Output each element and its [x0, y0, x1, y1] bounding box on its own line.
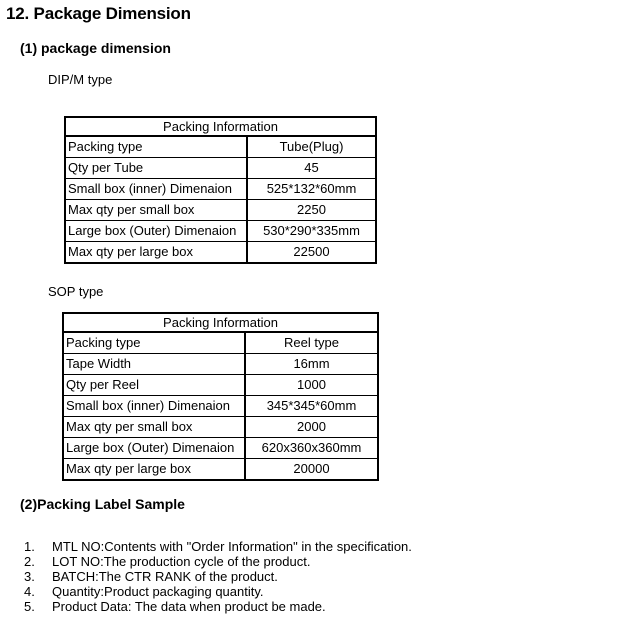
table-value: 16mm — [245, 354, 378, 375]
table-value: 2250 — [247, 200, 376, 221]
list-item — [24, 554, 412, 569]
list-item — [24, 569, 412, 584]
table-key: Max qty per large box — [63, 459, 245, 481]
table-key: Tape Width — [63, 354, 245, 375]
list-text: LOT NO:The production cycle of the product. — [52, 554, 311, 569]
table-key: Qty per Reel — [63, 375, 245, 396]
sop-packing-table — [62, 312, 379, 481]
sop-type-label: SOP type — [48, 284, 104, 299]
table-value: 20000 — [245, 459, 378, 481]
table-row — [63, 438, 378, 459]
list-text: Product Data: The data when product be made. — [52, 599, 326, 614]
table-value: 22500 — [247, 242, 376, 264]
table-key: Max qty per large box — [65, 242, 247, 264]
list-number: 5. — [24, 599, 35, 614]
list-text: MTL NO:Contents with "Order Information" in the specification. — [52, 539, 412, 554]
table-key: Small box (inner) Dimenaion — [65, 179, 247, 200]
table-row — [63, 396, 378, 417]
table-value: 620x360x360mm — [245, 438, 378, 459]
table-value: Tube(Plug) — [247, 136, 376, 158]
table-header: Packing Information — [63, 313, 378, 332]
table-row — [65, 242, 376, 264]
table-value: 530*290*335mm — [247, 221, 376, 242]
table-row — [63, 459, 378, 481]
table-header: Packing Information — [65, 117, 376, 136]
list-number: 3. — [24, 569, 35, 584]
table-key: Max qty per small box — [65, 200, 247, 221]
table-value: 525*132*60mm — [247, 179, 376, 200]
table-row — [63, 417, 378, 438]
table-key: Packing type — [63, 332, 245, 354]
section-title: 12. Package Dimension — [6, 4, 191, 23]
table-value: 345*345*60mm — [245, 396, 378, 417]
notes-list — [24, 539, 412, 614]
table-value: Reel type — [245, 332, 378, 354]
table-key: Qty per Tube — [65, 158, 247, 179]
table-key: Large box (Outer) Dimenaion — [65, 221, 247, 242]
dip-type-label: DIP/M type — [48, 72, 113, 87]
dip-packing-table — [64, 116, 377, 264]
subsection-package-dimension: (1) package dimension — [20, 40, 171, 56]
table-row — [63, 354, 378, 375]
table-key: Max qty per small box — [63, 417, 245, 438]
table-row — [65, 136, 376, 158]
table-row — [63, 332, 378, 354]
table-value: 2000 — [245, 417, 378, 438]
table-row — [63, 375, 378, 396]
table-row — [65, 221, 376, 242]
table-value: 45 — [247, 158, 376, 179]
table-row — [65, 158, 376, 179]
list-text: Quantity:Product packaging quantity. — [52, 584, 264, 599]
table-row — [65, 200, 376, 221]
table-key: Large box (Outer) Dimenaion — [63, 438, 245, 459]
table-key: Packing type — [65, 136, 247, 158]
list-item — [24, 539, 412, 554]
table-row — [65, 179, 376, 200]
subsection-packing-label-sample: (2)Packing Label Sample — [20, 496, 185, 512]
list-number: 4. — [24, 584, 35, 599]
list-item — [24, 584, 412, 599]
list-text: BATCH:The CTR RANK of the product. — [52, 569, 278, 584]
table-header-row — [65, 117, 376, 136]
list-item — [24, 599, 412, 614]
table-key: Small box (inner) Dimenaion — [63, 396, 245, 417]
list-number: 2. — [24, 554, 35, 569]
table-value: 1000 — [245, 375, 378, 396]
table-header-row — [63, 313, 378, 332]
list-number: 1. — [24, 539, 35, 554]
